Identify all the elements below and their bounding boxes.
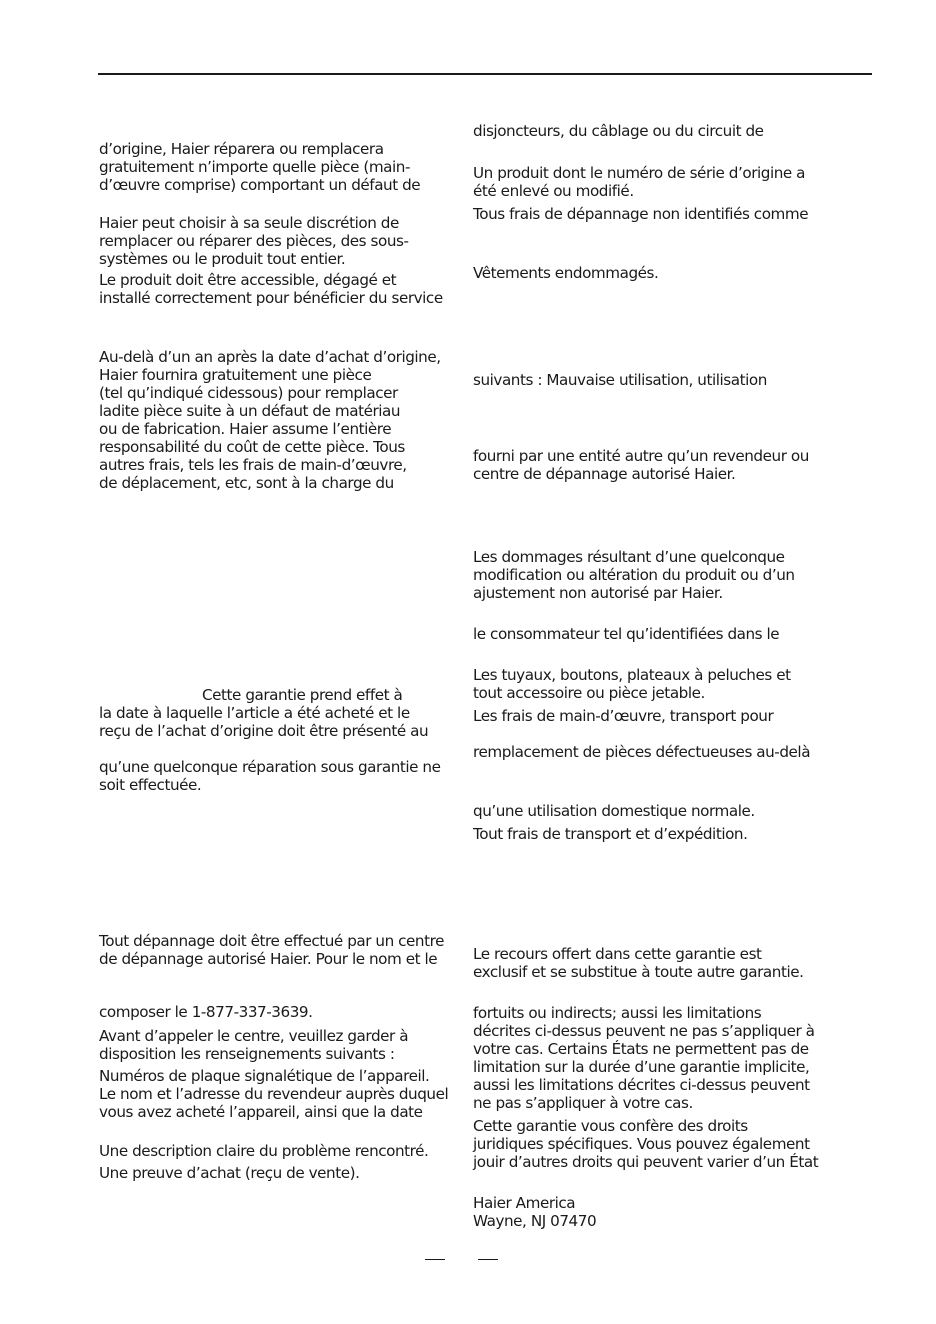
text-line: Haier peut choisir à sa seule discrétion de bbox=[99, 214, 399, 232]
text-line: suivants : Mauvaise utilisation, utilisation bbox=[473, 371, 767, 389]
paragraph-product-accessible bbox=[99, 271, 443, 307]
text-line: gratuitement n’importe quelle pièce (main- bbox=[99, 158, 411, 176]
paragraph-hoses bbox=[473, 666, 791, 702]
paragraph-fees bbox=[473, 205, 808, 223]
paragraph-clothes bbox=[473, 264, 658, 282]
text-line: Une description claire du problème rencontré. bbox=[99, 1142, 429, 1160]
paragraph-origin-repair bbox=[99, 140, 420, 194]
text-line: de dépannage autorisé Haier. Pour le nom et le bbox=[99, 950, 438, 968]
text-line: été enlevé ou modifié. bbox=[473, 182, 634, 200]
paragraph-warranty-effect bbox=[99, 686, 428, 740]
text-line: installé correctement pour bénéficier du service bbox=[99, 289, 443, 307]
text-line: décrites ci-dessus peuvent ne pas s’appliquer à bbox=[473, 1022, 815, 1040]
text-line: composer le 1-877-337-3639. bbox=[99, 1003, 313, 1021]
paragraph-before-calling bbox=[99, 1027, 408, 1063]
text-line: Avant d’appeler le centre, veuillez garder à bbox=[99, 1027, 409, 1045]
paragraph-damage bbox=[473, 548, 795, 602]
paragraph-haier-discretion bbox=[99, 214, 409, 268]
text-line: qu’une quelconque réparation sous garantie ne bbox=[99, 758, 441, 776]
text-line: qu’une utilisation domestique normale. bbox=[473, 802, 755, 820]
text-line: remplacement de pièces défectueuses au-delà bbox=[473, 743, 811, 761]
text-line: de déplacement, etc, sont à la charge du bbox=[99, 474, 394, 492]
paragraph-proof bbox=[99, 1164, 360, 1182]
paragraph-incidental bbox=[473, 1004, 815, 1112]
text-line: fourni par une entité autre qu’un revendeur ou bbox=[473, 447, 809, 465]
paragraph-beyond-one-year bbox=[99, 348, 441, 492]
paragraph-misuse bbox=[473, 371, 767, 389]
text-line: juridiques spécifiques. Vous pouvez également bbox=[473, 1135, 810, 1153]
text-line: Le nom et l’adresse du revendeur auprès duquel bbox=[99, 1085, 449, 1103]
text-line: disjoncteurs, du câblage ou du circuit de bbox=[473, 122, 764, 140]
text-line: Cette garantie prend effet à bbox=[202, 686, 403, 704]
page-footer bbox=[0, 1259, 936, 1261]
paragraph-replacement bbox=[473, 743, 810, 761]
paragraph-shipping bbox=[473, 825, 748, 843]
text-line: ne pas s’appliquer à votre cas. bbox=[473, 1094, 693, 1112]
paragraph-rights bbox=[473, 1117, 818, 1171]
text-line: d’œuvre comprise) comportant un défaut de bbox=[99, 176, 421, 194]
text-line: vous avez acheté l’appareil, ainsi que la date bbox=[99, 1103, 423, 1121]
text-line: Les frais de main-d’œuvre, transport pour bbox=[473, 707, 774, 725]
text-line: aussi les limitations décrites ci-dessus peuvent bbox=[473, 1076, 810, 1094]
text-line: remplacer ou réparer des pièces, des sous- bbox=[99, 232, 409, 250]
paragraph-labor bbox=[473, 707, 773, 725]
text-line: Tout frais de transport et d’expédition. bbox=[473, 825, 748, 843]
text-line: Un produit dont le numéro de série d’origine a bbox=[473, 164, 806, 182]
text-line: Au-delà d’un an après la date d’achat d’origine, bbox=[99, 348, 441, 366]
paragraph-phone bbox=[99, 1003, 313, 1021]
text-line: ladite pièce suite à un défaut de matériau bbox=[99, 402, 401, 420]
text-line: limitation sur la durée d’une garantie implicite, bbox=[473, 1058, 810, 1076]
text-line: votre cas. Certains États ne permettent pas de bbox=[473, 1040, 809, 1058]
paragraph-problem-desc bbox=[99, 1142, 428, 1160]
text-line: ajustement non autorisé par Haier. bbox=[473, 584, 723, 602]
paragraph-provided bbox=[473, 447, 809, 483]
text-line: Tous frais de dépannage non identifiés comme bbox=[473, 205, 809, 223]
text-line: Wayne, NJ 07470 bbox=[473, 1212, 597, 1230]
text-line: Haier America bbox=[473, 1194, 576, 1212]
text-line: disposition les renseignements suivants : bbox=[99, 1045, 395, 1063]
text-line: ou de fabrication. Haier assume l’entière bbox=[99, 420, 392, 438]
text-line: Vêtements endommagés. bbox=[473, 264, 659, 282]
text-line: Haier fournira gratuitement une pièce bbox=[99, 366, 372, 384]
text-line: fortuits ou indirects; aussi les limitations bbox=[473, 1004, 762, 1022]
text-line: Les dommages résultant d’une quelconque bbox=[473, 548, 785, 566]
text-line: Le recours offert dans cette garantie est bbox=[473, 945, 762, 963]
text-line: Le produit doit être accessible, dégagé et bbox=[99, 271, 397, 289]
text-line: le consommateur tel qu’identifiées dans le bbox=[473, 625, 780, 643]
text-line: soit effectuée. bbox=[99, 776, 202, 794]
paragraph-address bbox=[473, 1194, 596, 1230]
paragraph-service-center bbox=[99, 932, 444, 968]
text-line: centre de dépannage autorisé Haier. bbox=[473, 465, 736, 483]
paragraph-consumer bbox=[473, 625, 779, 643]
page-number-dash-right bbox=[478, 1259, 498, 1260]
text-line: systèmes ou le produit tout entier. bbox=[99, 250, 346, 268]
text-line: Tout dépannage doit être effectué par un centre bbox=[99, 932, 444, 950]
paragraph-serial bbox=[473, 164, 805, 200]
paragraph-remedy bbox=[473, 945, 804, 981]
text-line: la date à laquelle l’article a été acheté et le bbox=[99, 704, 410, 722]
text-line: d’origine, Haier réparera ou remplacera bbox=[99, 140, 384, 158]
text-line: Une preuve d’achat (reçu de vente). bbox=[99, 1164, 360, 1182]
text-line: jouir d’autres droits qui peuvent varier d’un État bbox=[473, 1153, 819, 1171]
paragraph-breakers bbox=[473, 122, 764, 140]
text-line: Numéros de plaque signalétique de l’appareil. bbox=[99, 1067, 430, 1085]
text-line: modification ou altération du produit ou d’un bbox=[473, 566, 795, 584]
paragraph-repair-effected bbox=[99, 758, 440, 794]
text-line: responsabilité du coût de cette pièce. Tous bbox=[99, 438, 405, 456]
text-line: Les tuyaux, boutons, plateaux à peluches et bbox=[473, 666, 791, 684]
paragraph-domestic bbox=[473, 802, 755, 820]
text-line: autres frais, tels les frais de main-d’œuvre, bbox=[99, 456, 407, 474]
paragraph-nameplate bbox=[99, 1067, 448, 1121]
text-line: reçu de l’achat d’origine doit être présenté au bbox=[99, 722, 429, 740]
page-number-dash-left bbox=[425, 1259, 445, 1260]
header-rule bbox=[98, 73, 872, 75]
text-line: tout accessoire ou pièce jetable. bbox=[473, 684, 705, 702]
text-line: exclusif et se substitue à toute autre garantie. bbox=[473, 963, 804, 981]
text-line: (tel qu’indiqué cidessous) pour remplacer bbox=[99, 384, 398, 402]
text-line: Cette garantie vous confère des droits bbox=[473, 1117, 748, 1135]
